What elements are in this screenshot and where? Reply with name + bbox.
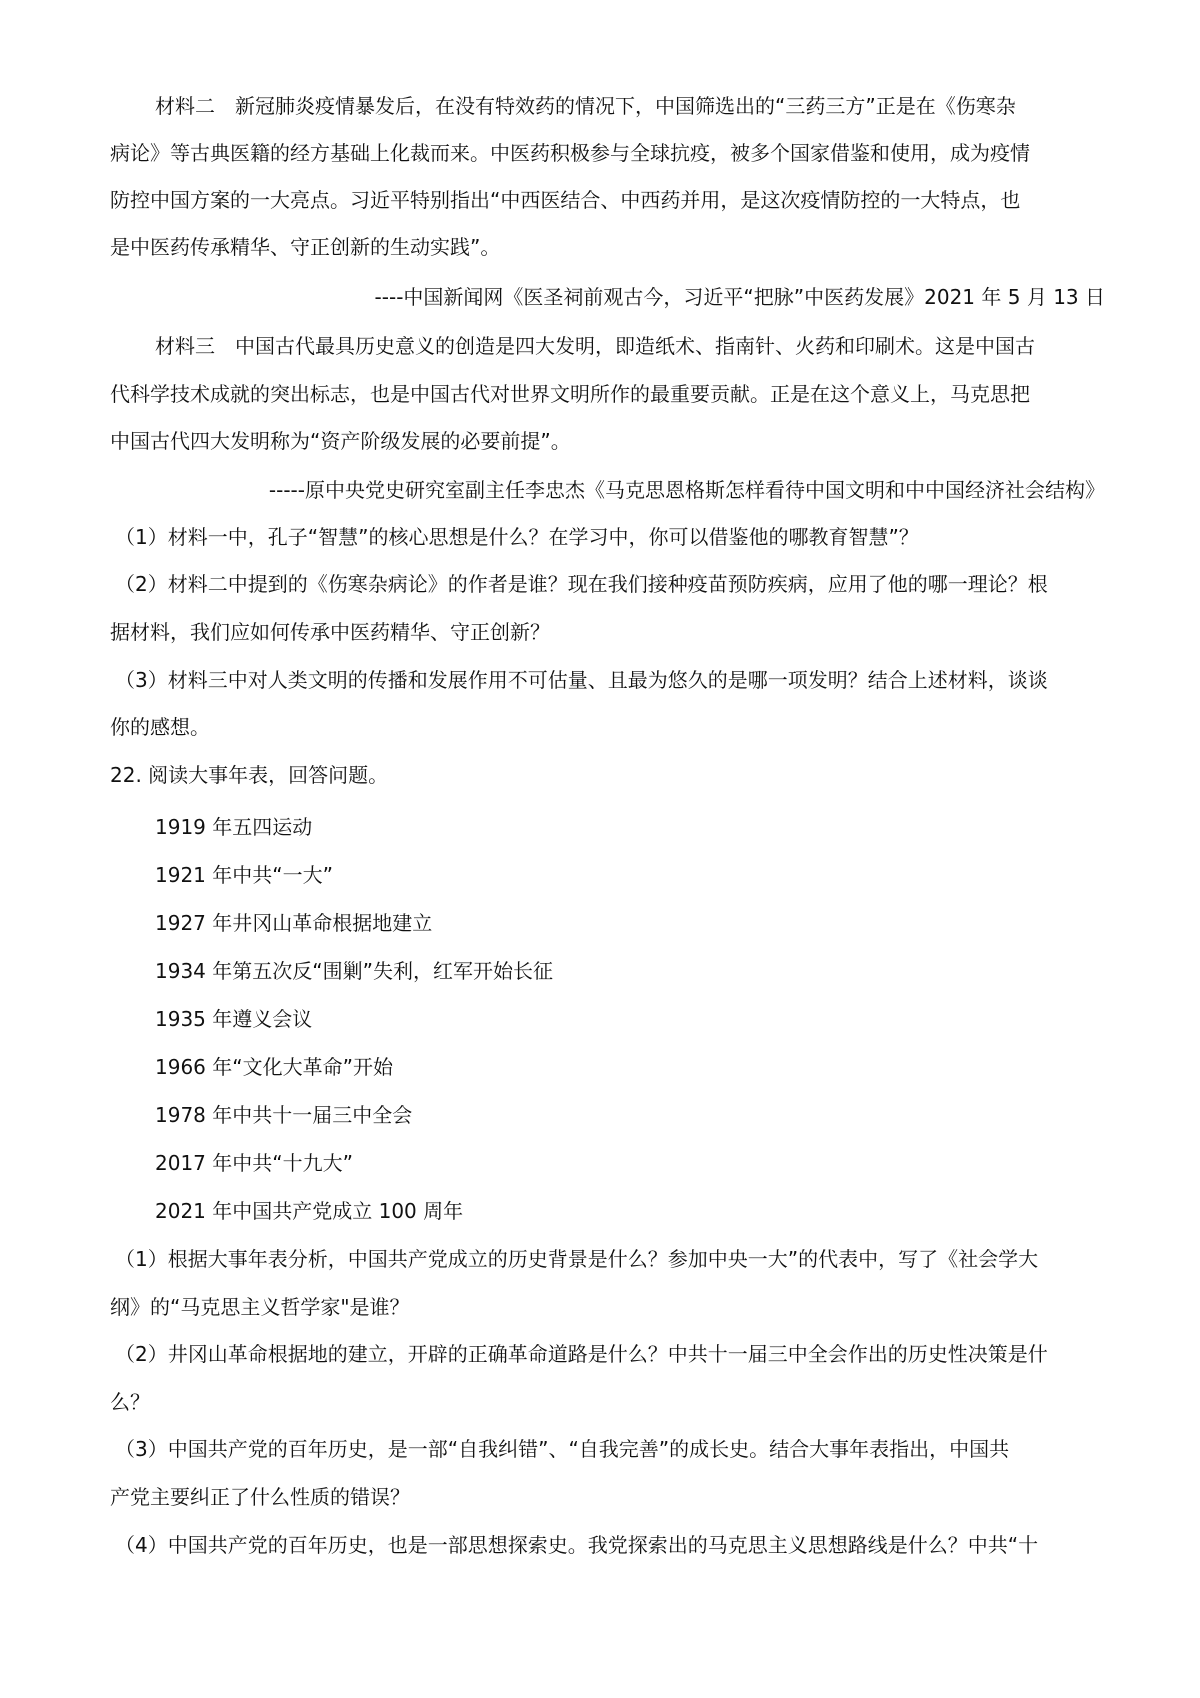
timeline-item: 2017 年中共“十九大” — [155, 1151, 353, 1175]
q22-sub2-line-1: （2）井冈山革命根据地的建立，开辟的正确革命道路是什么？中共十一届三中全会作出的历史性决策是什 — [115, 1342, 1048, 1366]
timeline-item: 1978 年中共十一届三中全会 — [155, 1103, 413, 1127]
q21-sub1: （1）材料一中，孔子“智慧”的核心思想是什么？在学习中，你可以借鉴他的哪教育智慧”？ — [115, 525, 919, 549]
material3-source: -----原中央党史研究室副主任李忠杰《马克思恩格斯怎样看待中国文明和中中国经济社会结构》 — [268, 478, 1105, 502]
q22-sub1-line-2: 纲》的“马克思主义哲学家"是谁？ — [110, 1295, 410, 1319]
q21-sub3-line-2: 你的感想。 — [110, 715, 210, 739]
material2-line-1: 材料二 新冠肺炎疫情暴发后，在没有特效药的情况下，中国筛选出的“三药三方”正是在《伤寒杂 — [155, 94, 1016, 118]
timeline-item: 1935 年遵义会议 — [155, 1007, 313, 1031]
q21-sub2-line-2: 据材料，我们应如何传承中医药精华、守正创新？ — [110, 620, 550, 644]
q22-title: 22. 阅读大事年表，回答问题。 — [110, 763, 389, 787]
q22-sub3-line-1: （3）中国共产党的百年历史，是一部“自我纠错”、“自我完善”的成长史。结合大事年表指出，中国共 — [115, 1437, 1010, 1461]
material2-line-3: 防控中国方案的一大亮点。习近平特别指出“中西医结合、中西药并用，是这次疫情防控的一大特点，也 — [110, 188, 1021, 212]
material2-line-4: 是中医药传承精华、守正创新的生动实践”。 — [110, 235, 501, 259]
q22-sub3-line-2: 产党主要纠正了什么性质的错误？ — [110, 1485, 410, 1509]
material3-line-1: 材料三 中国古代最具历史意义的创造是四大发明，即造纸术、指南针、火药和印刷术。这是中国古 — [155, 334, 1035, 358]
q22-sub4-line-1: （4）中国共产党的百年历史，也是一部思想探索史。我党探索出的马克思主义思想路线是什么？中共“十 — [115, 1533, 1039, 1557]
material3-line-3: 中国古代四大发明称为“资产阶级发展的必要前提”。 — [110, 429, 571, 453]
material3-line-2: 代科学技术成就的突出标志，也是中国古代对世界文明所作的最重要贡献。正是在这个意义上，马克思把 — [110, 382, 1030, 406]
q21-sub2-line-1: （2）材料二中提到的《伤寒杂病论》的作者是谁？现在我们接种疫苗预防疾病，应用了他的哪一理论？根 — [115, 572, 1048, 596]
timeline-item: 1934 年第五次反“围剿”失利，红军开始长征 — [155, 959, 553, 983]
timeline-item: 1919 年五四运动 — [155, 815, 313, 839]
timeline-item: 1921 年中共“一大” — [155, 863, 333, 887]
timeline-item: 2021 年中国共产党成立 100 周年 — [155, 1199, 464, 1223]
q22-sub2-line-2: 么？ — [110, 1390, 150, 1414]
q21-sub3-line-1: （3）材料三中对人类文明的传播和发展作用不可估量、且最为悠久的是哪一项发明？结合上述材料，谈谈 — [115, 668, 1048, 692]
material2-line-2: 病论》等古典医籍的经方基础上化裁而来。中医药积极参与全球抗疫，被多个国家借鉴和使用，成为疫情 — [110, 141, 1030, 165]
timeline-item: 1927 年井冈山革命根据地建立 — [155, 911, 433, 935]
q22-sub1-line-1: （1）根据大事年表分析，中国共产党成立的历史背景是什么？参加中央一大”的代表中，写了《社会学大 — [115, 1247, 1039, 1271]
material2-source: ----中国新闻网《医圣祠前观古今，习近平“把脉”中医药发展》2021 年 5 月 13 日 — [374, 285, 1105, 309]
timeline-item: 1966 年“文化大革命”开始 — [155, 1055, 393, 1079]
